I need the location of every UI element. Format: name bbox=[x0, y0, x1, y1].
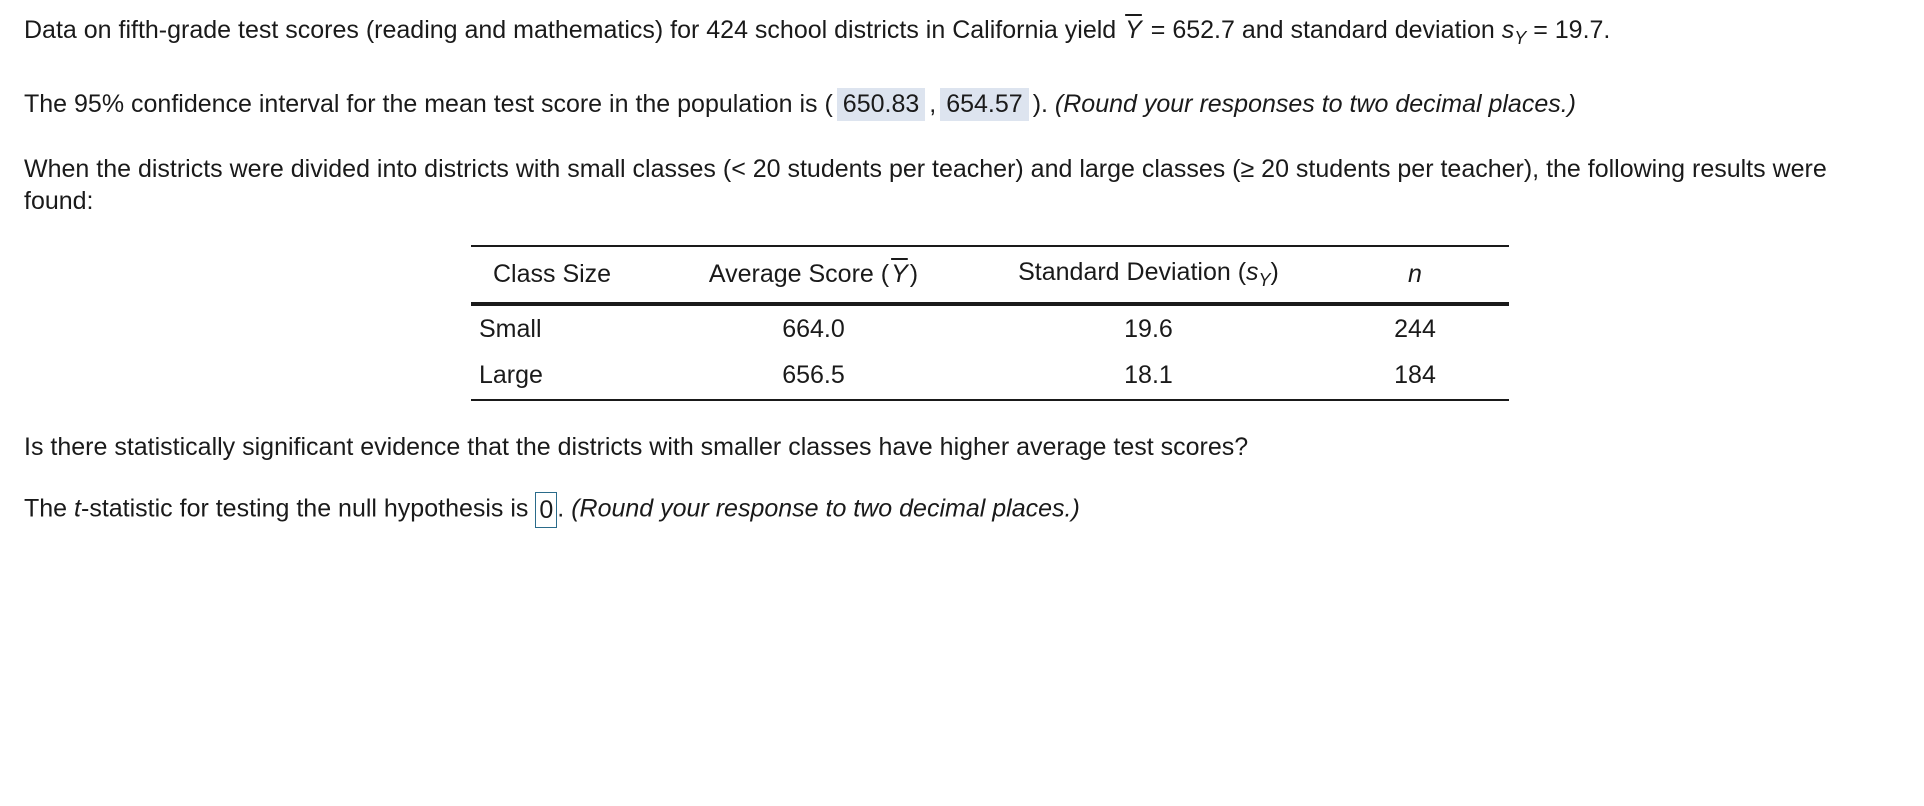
ci-paragraph bbox=[24, 88, 1576, 121]
s-symbol: s bbox=[1501, 16, 1515, 44]
cell-n: 244 bbox=[1394, 314, 1436, 343]
division-found: found: bbox=[24, 187, 94, 215]
division-small: < 20 students per teacher) and large classes ( bbox=[731, 155, 1241, 183]
ci-comma: , bbox=[929, 90, 937, 118]
cell-n: 184 bbox=[1394, 361, 1436, 389]
header-sd-label: Standard Deviation ( bbox=[1018, 258, 1247, 286]
header-avg-close: ) bbox=[909, 260, 919, 288]
cell-avg: 656.5 bbox=[782, 361, 845, 389]
ci-upper-answer: 654.57 bbox=[940, 88, 1028, 121]
tstat-before: The bbox=[24, 494, 68, 523]
tstat-input[interactable]: 0 bbox=[535, 492, 557, 528]
mean-text: = 652.7 and standard deviation bbox=[1150, 16, 1495, 44]
results-table bbox=[471, 245, 1509, 401]
header-s-sub: Y bbox=[1258, 270, 1271, 290]
tstat-text: -statistic for testing the null hypothesis is bbox=[81, 494, 529, 523]
division-text: When the districts were divided into districts with small classes ( bbox=[24, 155, 732, 183]
s-subscript: Y bbox=[1514, 28, 1527, 48]
ybar-symbol: $\overline{Y}$ bbox=[1125, 16, 1142, 44]
header-std-dev bbox=[976, 246, 1321, 304]
ci-close: ). bbox=[1032, 90, 1048, 118]
header-sd-close: ) bbox=[1270, 258, 1279, 286]
intro-paragraph bbox=[24, 16, 1610, 49]
cell-sd: 19.6 bbox=[1124, 314, 1173, 343]
header-n: n bbox=[1408, 260, 1422, 288]
header-avg-score bbox=[651, 246, 976, 304]
question-text: Is there statistically significant evidence that the districts with smaller classes have higher average test scores? bbox=[24, 433, 1249, 461]
division-paragraph bbox=[24, 155, 1827, 184]
table-header-row bbox=[471, 246, 1509, 304]
tstat-instruction: (Round your response to two decimal places.) bbox=[571, 494, 1080, 523]
header-avg-label: Average Score ( bbox=[708, 260, 890, 288]
question-paragraph bbox=[24, 433, 1248, 462]
t-symbol: t bbox=[74, 494, 81, 523]
header-ybar: $\overline{Y}$ bbox=[891, 260, 908, 288]
division-large: ≥ 20 students per teacher), the following results were bbox=[1240, 155, 1827, 183]
cell-class-size: Small bbox=[479, 314, 542, 343]
tstat-period: . bbox=[557, 494, 565, 523]
tstat-paragraph bbox=[24, 492, 1080, 528]
header-s: s bbox=[1246, 258, 1259, 286]
intro-text: Data on fifth-grade test scores (reading and mathematics) for 424 school districts in California yield bbox=[24, 16, 1117, 44]
ci-text: The 95% confidence interval for the mean test score in the population is ( bbox=[24, 90, 833, 118]
ci-lower-answer: 650.83 bbox=[837, 88, 925, 121]
cell-class-size: Large bbox=[479, 361, 543, 389]
division-paragraph-cont bbox=[24, 187, 94, 216]
table-row bbox=[471, 352, 1509, 400]
ci-instruction: (Round your responses to two decimal places.) bbox=[1054, 90, 1577, 118]
header-class-size: Class Size bbox=[493, 260, 612, 288]
sd-text: = 19.7. bbox=[1533, 16, 1611, 44]
cell-avg: 664.0 bbox=[782, 314, 845, 343]
cell-sd: 18.1 bbox=[1124, 361, 1173, 389]
table-row bbox=[471, 304, 1509, 352]
